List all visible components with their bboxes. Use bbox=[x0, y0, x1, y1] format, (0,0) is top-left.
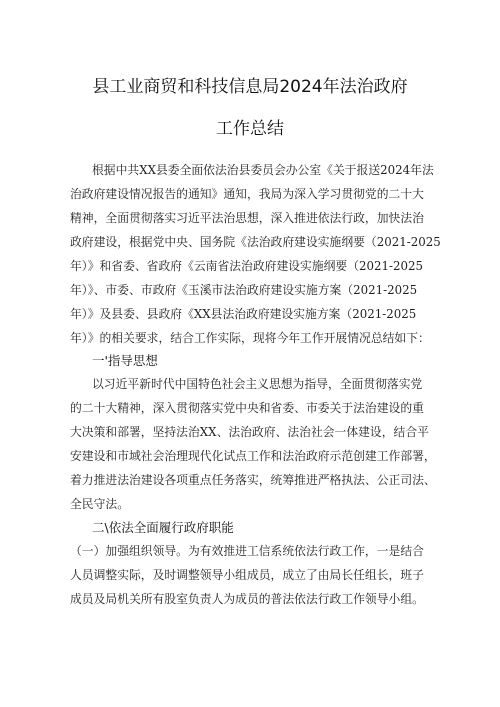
section1-line: 的二十大精神，深入贯彻落实党中央和省委、市委关于法治建设的重 bbox=[70, 401, 424, 415]
section1-line: 着力推进法治建设各项重点任务落实，统筹推进严格执法、公正司法、 bbox=[70, 473, 436, 487]
section2-heading: 二\依法全面履行政府职能 bbox=[92, 520, 234, 535]
intro-line: 精神，全面贯彻落实习近平法治思想，深入推进依法行政，加快法治 bbox=[70, 211, 424, 225]
intro-line: 年）》及县委、县政府《XX县法治政府建设实施方案（2021-2025 bbox=[70, 307, 417, 321]
intro-line: 年）》的相关要求，结合工作实际，现将今年工作开展情况总结如下： bbox=[70, 331, 430, 345]
section1-line: 大决策和部署，坚持法治XX、法治政府、法治社会一体建设，结合平 bbox=[70, 425, 429, 439]
section1-heading: 一'指导思想 bbox=[92, 353, 158, 368]
section1-line: 安建设和市域社会治理现代化试点工作和法治政府示范创建工作部署， bbox=[70, 449, 436, 463]
section2-line: 人员调整实际，及时调整领导小组成员，成立了由局长任组长，班子 bbox=[70, 568, 424, 582]
section1-line: 全民守法。 bbox=[70, 497, 129, 511]
section2-line: （一）加强组织领导。为有效推进工信系统依法行政工作，一是结合 bbox=[70, 544, 424, 558]
intro-line: 治政府建设情况报告的通知》通知，我局为深入学习贯彻党的二十大 bbox=[70, 187, 424, 201]
intro-line: 年）》和省委、省政府《云南省法治政府建设实施纲要（2021-2025 bbox=[70, 259, 424, 273]
document-title-line1: 县工业商贸和科技信息局2024年法治政府 bbox=[92, 77, 408, 97]
section2-line: 成员及局机关所有股室负责人为成员的普法依法行政工作领导小组。 bbox=[70, 592, 424, 606]
intro-line: 根据中共XX县委全面依法治县委员会办公室《关于报送2024年法 bbox=[92, 163, 434, 177]
intro-line: 年）》、市委、市政府《玉溪市法治政府建设实施方案（2021-2025 bbox=[70, 283, 418, 297]
document-title-line2: 工作总结 bbox=[216, 119, 284, 139]
section1-line: 以习近平新时代中国特色社会主义思想为指导，全面贯彻落实党 bbox=[92, 377, 423, 391]
intro-line: 政府建设，根据党中央、国务院《法治政府建设实施纲要（2021-2025 bbox=[70, 235, 441, 249]
